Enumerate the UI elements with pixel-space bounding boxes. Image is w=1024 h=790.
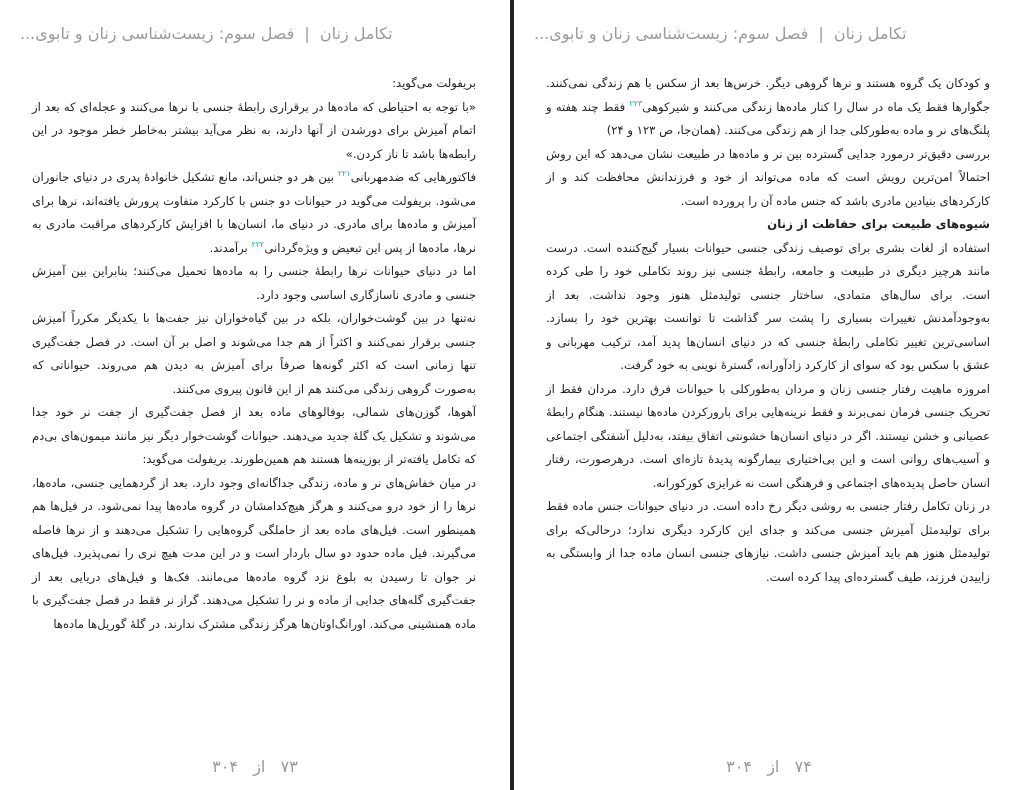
paragraph: اما در دنیای حیوانات نرها رابطهٔ جنسی را به ماده‌ها تحمیل می‌کنند؛ بنابراین بین آمیزش جنسی و مادری ناسازگاری اساسی وجود دارد. [32,264,476,302]
book-title: تکامل زنان [319,24,393,43]
paragraph-text: فقط چند هفته و پلنگ‌های نر و ماده به‌طورکلی جدا از هم زندگی می‌کنند. (همان‌جا، ص ۱۲۳ و ۲۴) [546,99,990,137]
block-quote: «با توجه به احتیاطی که ماده‌ها در برقراری رابطهٔ جنسی با نرها می‌کنند و عجله‌ای که بعد از اتمام آمیزش برای دورشدن از آنها دارند، به نظر می‌آید بیشتر به‌خاطر خطر موجود در این رابطه‌ها باشد تا ناز کردن.» [32,99,476,161]
page-of: از [767,757,780,776]
page-of: از [253,757,266,776]
footnote-reference[interactable]: ۲۲۳ [629,98,643,108]
book-title: تکامل زنان [833,24,907,43]
page-footer [514,757,1024,776]
running-header [534,24,1004,43]
header-separator: | [818,24,824,43]
paragraph: استفاده از لغات بشری برای توصیف زندگی جنسی حیوانات بسیار گیج‌کننده است. درست مانند هرچیز دیگری در طبیعت و جامعه، رابطهٔ جنسی نیز روند تکاملی خود را طی کرده است. برای سال‌های متمادی، ساختار جنسی تولیدمثل هنوز وجود نداشت. بعد از به‌وجودآمدنش تغییرات بسیاری را پشت سر گذاشت تا توانست بهترین خود را بسازد. اساسی‌ترین تغییر تکاملی رابطهٔ جنسی که در دنیای انسان‌ها پدید آمد، ترکیب مهربانی و عشق با سکس بود که سوای از کارکرد زادآورانه، گسترهٔ نوینی به خود گرفت. [546,240,990,372]
footnote-reference[interactable]: ۲۲۲ [251,239,265,249]
footnote-reference[interactable]: ۲۲۱ [337,169,351,179]
header-separator: | [304,24,310,43]
paragraph: نه‌تنها در بین گوشت‌خواران، بلکه در بین گیاه‌خواران نیز جفت‌ها با یکدیگر مکرراً آمیزش جنسی برقرار نمی‌کنند و اکثراً از هم جدا می‌شوند و اصل بر آن است. در فصل جفت‌گیری تنها زمانی است که اکثر گونه‌ها صرفاً برای آمیزش به دیدن هم می‌روند. حیواناتی که به‌صورت گروهی زندگی می‌کنند هم از این قانون پیروی می‌کنند. [32,311,476,396]
right-page [514,0,1024,790]
page-body [546,72,990,589]
paragraph: امروزه ماهیت رفتار جنسی زنان و مردان به‌طورکلی با حیوانات فرق دارد. مردان فقط از تحریک جنسی فرمان نمی‌برند و فقط نرینه‌هایی برای بارورکردن ماده‌ها نیستند. هنگام رابطهٔ عصبانی و خشن نیستند. اگر در دنیای انسان‌ها خشونتی اتفاق بیفتد، به‌دلیل آشفتگی اجتماعی و آسیب‌های روانی است و این بی‌اختیاری بیمارگونه پدیدهٔ تازه‌ای است. درهرصورت، رفتار انسان حاصل پدیده‌های اجتماعی و فرهنگی است نه غرایزی کورکورانه. [546,381,990,490]
paragraph [546,72,990,143]
page-total: ۳۰۴ [726,757,752,776]
block-quote: در میان خفاش‌های نر و ماده، زندگی جداگانه‌ای وجود دارد. بعد از گردهمایی جنسی، ماده‌ها، نرها را از خود درو می‌کنند و هرگز هیچ‌کدامشان در گروه ماده‌ها پیدا نمی‌شود. در فیل‌ها هم همینطور است. فیل‌های ماده بعد از حاملگی گروه‌هایی را تشکیل می‌دهند و از نرها فاصله می‌گیرند. فیل ماده حدود دو سال باردار است و در این مدت هیچ نری را نمی‌پذیرد. فیل‌های نر جوان تا رسیدن به بلوغ نزد گروه ماده‌ها می‌مانند. فک‌ها و فیل‌های دریایی بعد از جفت‌گیری گله‌های جدایی از ماده و نر را تشکیل می‌دهند. گراز نر فقط در فصل جفت‌گیری با ماده همنشینی می‌کند. اورانگ‌اوتان‌ها هرگز زندگی مشترک ندارند. در گلهٔ گوریل‌ها ماده‌ها [32,475,476,631]
page-total: ۳۰۴ [212,757,238,776]
left-page [0,0,510,790]
paragraph-text: بین هر دو جنس‌اند، مانع تشکیل خانوادهٔ پدری در دنیای جانوران می‌شود. بریفولت می‌گوید در حیوانات دو جنس با کارکرد متفاوت پرورش یافته‌اند، نرها برای آمیزش و ماده‌ها برای مادری. در دنیای ما، انسان‌ها با افزایش کارکردهای مراقبت مادری به نرها، ماده‌ها از پس این تبعیض و ویژه‌گردانی [32,170,476,255]
chapter-title: فصل سوم: زیست‌شناسی زنان و تابوی... [534,24,809,43]
paragraph: بررسی دقیق‌تر درمورد جدایی گسترده بین نر و ماده‌ها در طبیعت نشان می‌دهد که این روش احتمالاً امن‌ترین رویش است که ماده می‌تواند از خود و فرزندانش محافظت کند و از کارکردهای بنیادین مادری باشد که جنس ماده آن را پرورده است. [546,146,990,208]
section-heading: شیوه‌های طبیعت برای حفاظت از زنان [767,217,990,231]
page-body [32,72,476,636]
page-footer [0,757,510,776]
paragraph-text: برآمدند. [209,240,252,255]
page-number: ۷۴ [794,757,812,776]
paragraph: در زنان تکامل رفتار جنسی به روشی دیگر رخ داده است. در دنیای حیوانات جنس ماده فقط برای تولیدمثل آمیزش جنسی می‌کند و جدای این کارکرد دیگری ندارد؛ درحالی‌که برای تولیدمثل هنوز هم باید آمیزش جنسی داشت. نیازهای جنسی انسان ماده جدا از وابستگی به زاییدن فرزند، طیف گسترده‌ای پیدا کرده است. [546,499,990,584]
paragraph: آهوها، گوزن‌های شمالی، بوفالوهای ماده بعد از فصل جفت‌گیری از جفت نر خود جدا می‌شوند و تشکیل یک گلهٔ جدید می‌دهند. حیوانات گوشت‌خوار دیگر نیز مانند میمون‌های بی‌دم که تکامل یافته‌تر از بوزینه‌ها هستند هم همین‌طورند. بریفولت می‌گوید: [32,405,476,466]
running-header [20,24,490,43]
page-number: ۷۳ [280,757,298,776]
paragraph-text: و کودکان یک گروه هستند و نرها گروهی دیگر. خرس‌ها بعد از سکس با هم زندگی نمی‌کنند. جگوارها فقط یک ماه در سال را کنار ماده‌ها زندگی می‌کنند و شیرکوهی [546,76,990,114]
paragraph-text: فاکتورهایی که ضدمهربانی [350,170,477,184]
chapter-title: فصل سوم: زیست‌شناسی زنان و تابوی... [20,24,295,43]
paragraph: بریفولت می‌گوید: [392,76,476,90]
paragraph [32,166,476,260]
